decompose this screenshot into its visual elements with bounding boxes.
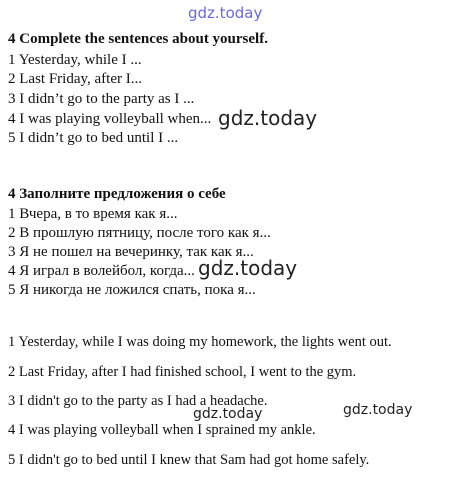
answer-5: 5 I didn't go to bed until I knew that Sam had got home safely. — [8, 452, 370, 468]
watermark-mid-1: gdz.today — [218, 106, 318, 130]
task-ru-item-3: 3 Я не пошел на вечеринку, так как я... — [8, 244, 254, 260]
watermark-mid-2: gdz.today — [198, 256, 298, 280]
task-en-item-2: 2 Last Friday, after I... — [8, 71, 142, 87]
task-en-heading: 4 Complete the sentences about yourself. — [8, 31, 268, 47]
task-ru-heading: 4 Заполните предложения о себе — [8, 186, 226, 202]
answer-4: 4 I was playing volleyball when I sprained my ankle. — [8, 422, 316, 438]
watermark-bottom-1: gdz.today — [193, 406, 263, 422]
answer-2: 2 Last Friday, after I had finished school, I went to the gym. — [8, 364, 357, 380]
task-en-item-3: 3 I didn’t go to the party as I ... — [8, 91, 195, 107]
answer-3: 3 I didn't go to the party as I had a headache. — [8, 393, 268, 409]
task-ru-item-1: 1 Вчера, в то время как я... — [8, 206, 178, 222]
task-en-item-4: 4 I was playing volleyball when... — [8, 111, 212, 127]
watermark-bottom-2: gdz.today — [343, 402, 413, 418]
answer-1: 1 Yesterday, while I was doing my homework, the lights went out. — [8, 334, 392, 350]
task-en-item-5: 5 I didn’t go to bed until I ... — [8, 130, 179, 146]
task-en-item-1: 1 Yesterday, while I ... — [8, 52, 142, 68]
watermark-top: gdz.today — [188, 4, 263, 22]
task-ru-item-5: 5 Я никогда не ложился спать, пока я... — [8, 282, 256, 298]
task-ru-item-4: 4 Я играл в волейбол, когда... — [8, 263, 195, 279]
task-ru-item-2: 2 В прошлую пятницу, после того как я... — [8, 225, 271, 241]
